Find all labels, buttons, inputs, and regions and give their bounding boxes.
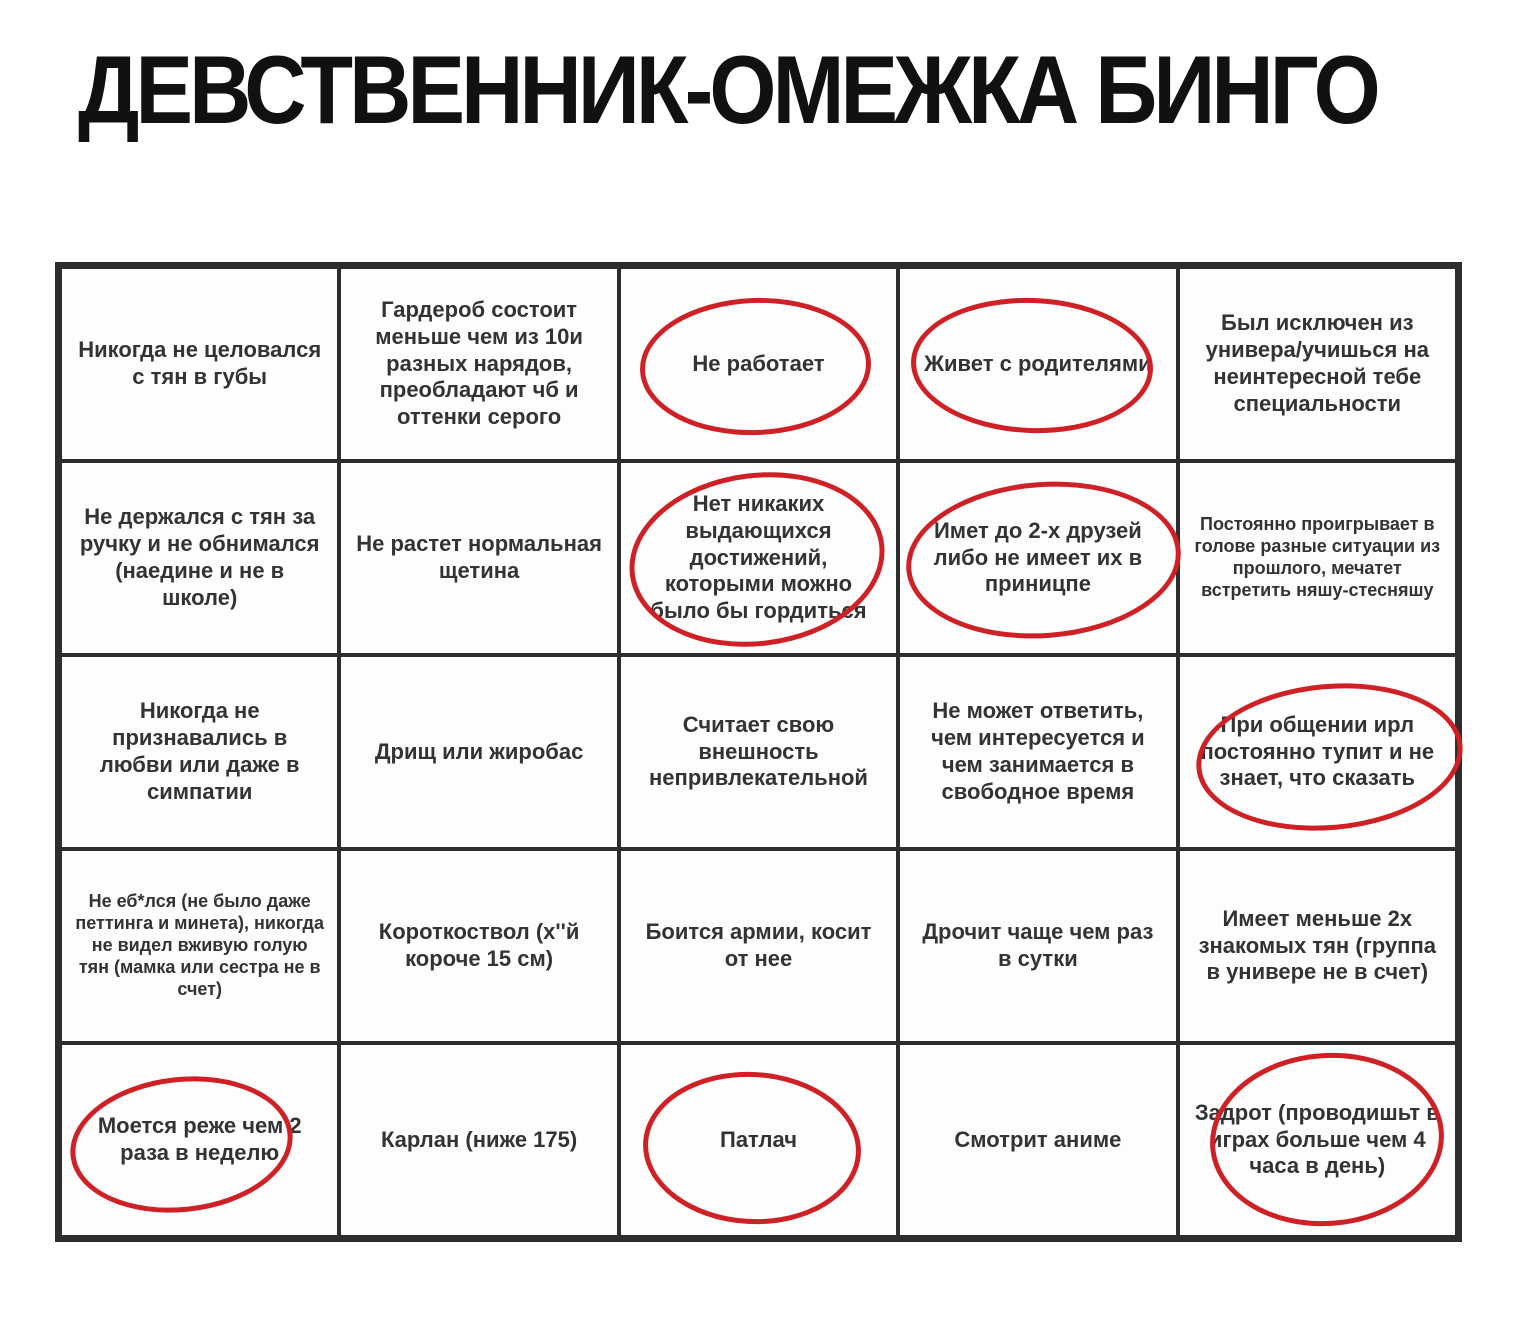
cell-text: Дрочит чаще чем раз в сутки xyxy=(922,919,1154,971)
cell-text: Гардероб состоит меньше чем из 10и разных нарядов, преобладают чб и оттенки серого xyxy=(375,296,583,430)
cell-text: Не растет нормальная щетина xyxy=(356,531,602,583)
cell-text: Не держался с тян за ручку и не обнимался (наедине и не в школе) xyxy=(79,504,320,610)
bingo-cell-r4c3 xyxy=(619,849,898,1043)
cell-text: Дрищ или жиробас xyxy=(374,738,584,764)
bingo-cell-r2c2 xyxy=(339,461,618,655)
bingo-cell-r4c5 xyxy=(1178,849,1457,1043)
bingo-cell-r4c2 xyxy=(339,849,618,1043)
cell-text: Был исключен из универа/учишься на неинтересной тебе специальности xyxy=(1205,310,1429,416)
bingo-cell-r1c5 xyxy=(1178,267,1457,461)
bingo-cell-r5c3 xyxy=(619,1043,898,1237)
bingo-cell-r2c3 xyxy=(619,461,898,655)
bingo-cell-r2c5 xyxy=(1178,461,1457,655)
cell-text: Никогда не целовался с тян в губы xyxy=(78,337,322,389)
bingo-cell-r5c2 xyxy=(339,1043,618,1237)
cell-text: Не работает xyxy=(692,350,825,376)
cell-text: Короткоствол (х''й короче 15 см) xyxy=(378,919,580,971)
bingo-cell-r2c1 xyxy=(60,461,339,655)
cell-text: Моется реже чем 2 раза в неделю xyxy=(97,1113,302,1165)
bingo-cell-r1c3 xyxy=(619,267,898,461)
bingo-cell-r3c1 xyxy=(60,655,339,849)
bingo-cell-r3c4 xyxy=(898,655,1177,849)
bingo-cell-r3c5 xyxy=(1178,655,1457,849)
cell-text: Не еб*лся (не было даже петтинга и минета), никогда не видел вживую голую тян (мамка или сестра не в счет) xyxy=(75,891,324,999)
cell-text: Не может ответить, чем интересуется и чем занимается в свободное время xyxy=(931,698,1145,804)
bingo-cell-r1c1 xyxy=(60,267,339,461)
bingo-cell-r1c4 xyxy=(898,267,1177,461)
bingo-cell-r3c2 xyxy=(339,655,618,849)
bingo-cell-r3c3 xyxy=(619,655,898,849)
cell-text: Никогда не признавались в любви или даже в симпатии xyxy=(99,698,300,804)
cell-text: Нет никаких выдающихся достижений, которыми можно было бы гордиться xyxy=(650,490,867,624)
cell-text: Живет с родителями xyxy=(924,350,1152,376)
bingo-cell-r5c4 xyxy=(898,1043,1177,1237)
page-title: ДЕВСТВЕННИК-ОМЕЖКА БИНГО xyxy=(78,35,1377,144)
bingo-grid xyxy=(55,262,1462,1242)
cell-text: Боится армии, косит от нее xyxy=(645,919,872,971)
bingo-cell-r5c1 xyxy=(60,1043,339,1237)
cell-text: Считает свою внешность непривлекательной xyxy=(649,711,868,791)
bingo-cell-r1c2 xyxy=(339,267,618,461)
cell-text: Патлач xyxy=(720,1126,797,1152)
bingo-cell-r5c5 xyxy=(1178,1043,1457,1237)
cell-text: Постоянно проигрывает в голове разные ситуации из прошлого, мечатет встретить няшу-стесняшу xyxy=(1194,514,1441,600)
bingo-cell-r4c4 xyxy=(898,849,1177,1043)
cell-text: Карлан (ниже 175) xyxy=(380,1126,578,1152)
bingo-cell-r2c4 xyxy=(898,461,1177,655)
cell-text: Имеет меньше 2х знакомых тян (группа в универе не в счет) xyxy=(1198,905,1436,985)
bingo-cell-r4c1 xyxy=(60,849,339,1043)
cell-text: Смотрит аниме xyxy=(954,1126,1122,1152)
cell-text: Имет до 2-х друзей либо не имеет их в приницпе xyxy=(933,517,1143,597)
cell-text: Задрот (проводишьт в играх больше чем 4 часа в день) xyxy=(1194,1099,1440,1179)
cell-text: При общении ирл постоянно тупит и не знает, что сказать xyxy=(1200,711,1435,791)
